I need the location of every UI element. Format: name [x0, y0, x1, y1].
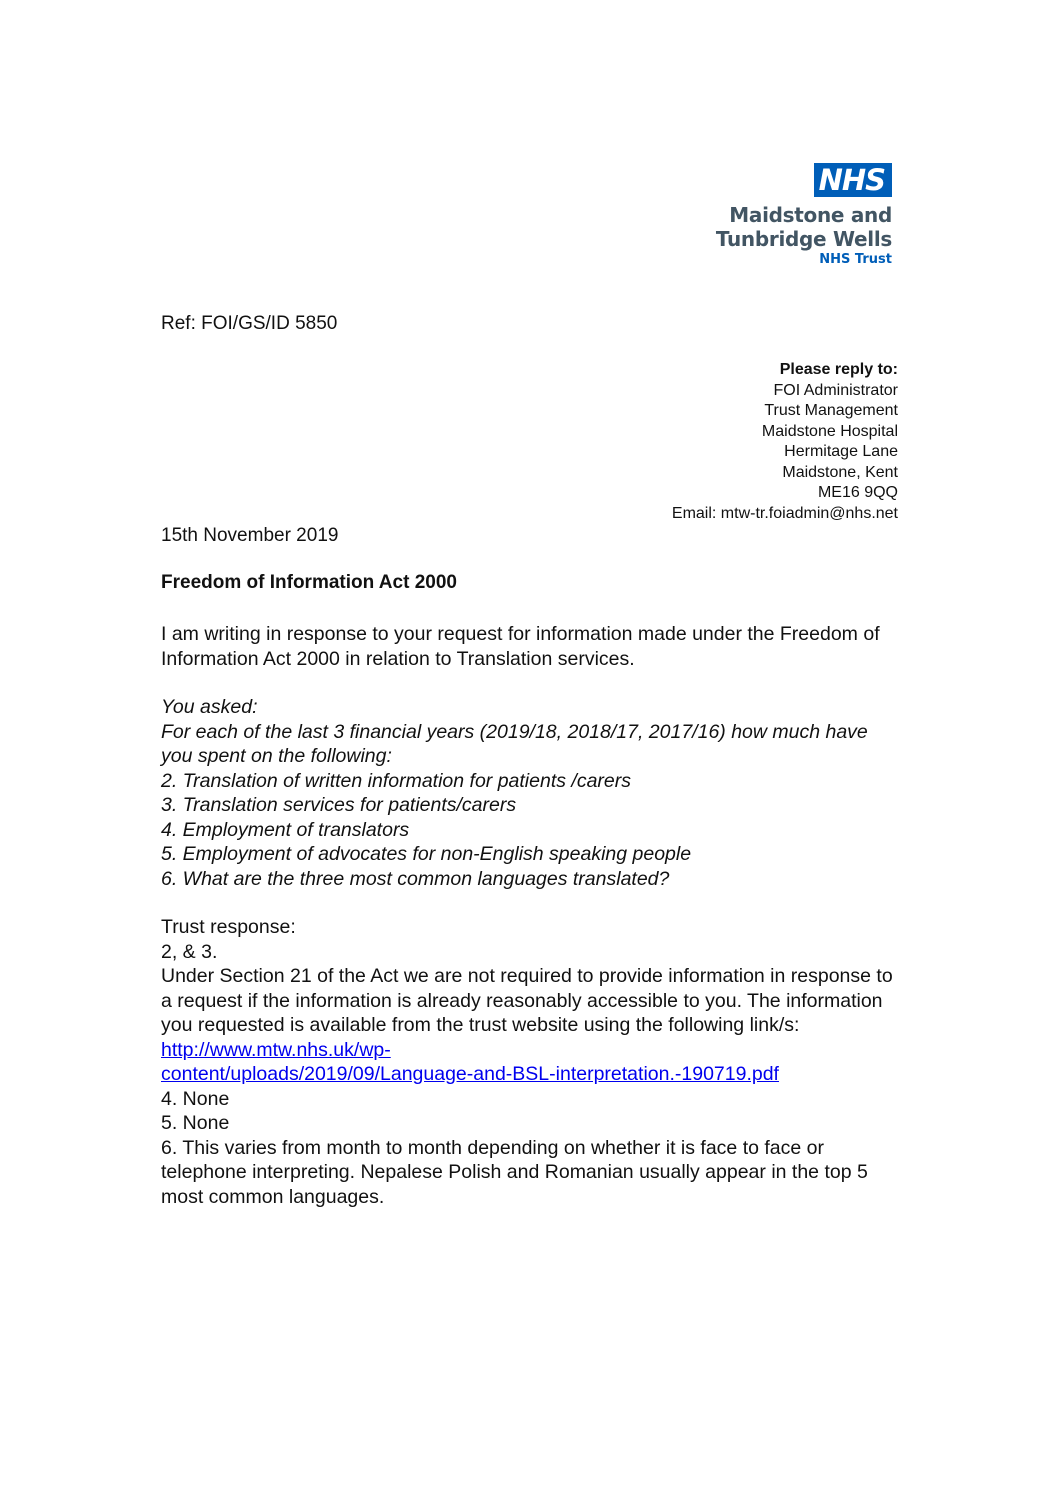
org-name	[716, 203, 892, 251]
reply-line: Maidstone, Kent	[782, 463, 898, 481]
request-item: 2. Translation of written information for patients /carers	[161, 769, 632, 792]
reply-address-block	[672, 360, 898, 524]
response-items-ref: 2, & 3.	[161, 940, 218, 963]
nhs-trust-logo	[716, 163, 892, 268]
response-answer5: 5. None	[161, 1112, 230, 1134]
reply-heading: Please reply to:	[779, 361, 898, 378]
request-section	[161, 695, 901, 891]
response-section	[161, 915, 901, 1209]
letter-body	[161, 622, 901, 1209]
reply-line: FOI Administrator	[773, 381, 898, 399]
reply-line: ME16 9QQ	[817, 484, 898, 501]
request-item: 5. Employment of advocates for non-English speaking people	[161, 843, 692, 865]
reply-line: Maidstone Hospital	[761, 422, 898, 440]
website-link[interactable]	[161, 1039, 779, 1086]
response-label: Trust response:	[161, 916, 296, 938]
request-question: For each of the last 3 financial years (2019/18, 2018/17, 2017/16) how much have you spent on the following:	[161, 720, 868, 767]
request-item: 4. Employment of translators	[161, 818, 410, 841]
letter-date: 15th November 2019	[161, 525, 339, 546]
org-name-line1: Maidstone and	[729, 203, 892, 227]
link-part2: content/uploads/2019/09/Language-and-BSL-interpretation.-190719.pdf	[161, 1063, 779, 1085]
reference-number: Ref: FOI/GS/ID 5850	[161, 313, 338, 334]
org-trust-label: NHS Trust	[819, 252, 892, 267]
letter-heading: Freedom of Information Act 2000	[161, 572, 457, 593]
intro-paragraph: I am writing in response to your request for information made under the Freedom of Information Act 2000 in relation to Translation services.	[161, 623, 880, 670]
section21-text: Under Section 21 of the Act we are not required to provide information in response to a request if the information is already reasonably accessible to you. The information you requested is available from the trust website using the following link/s:	[161, 965, 893, 1036]
nhs-badge: NHS	[814, 163, 892, 197]
request-item: 3. Translation services for patients/carers	[161, 794, 517, 816]
response-section21	[161, 964, 901, 1087]
link-part1: http://www.mtw.nhs.uk/wp-	[161, 1038, 391, 1061]
reply-line: Trust Management	[764, 402, 898, 419]
org-name-line2: Tunbridge Wells	[715, 227, 892, 251]
reply-line: Hermitage Lane	[784, 443, 898, 460]
reply-email: Email: mtw-tr.foiadmin@nhs.net	[671, 504, 898, 522]
request-label: You asked:	[161, 696, 258, 718]
response-answer4: 4. None	[161, 1087, 230, 1110]
request-item: 6. What are the three most common languages translated?	[161, 867, 670, 890]
response-answer6: 6. This varies from month to month depending on whether it is face to face or telephone interpreting. Nepalese Polish and Romanian usually appear in the top 5 most common languages.	[161, 1136, 868, 1208]
